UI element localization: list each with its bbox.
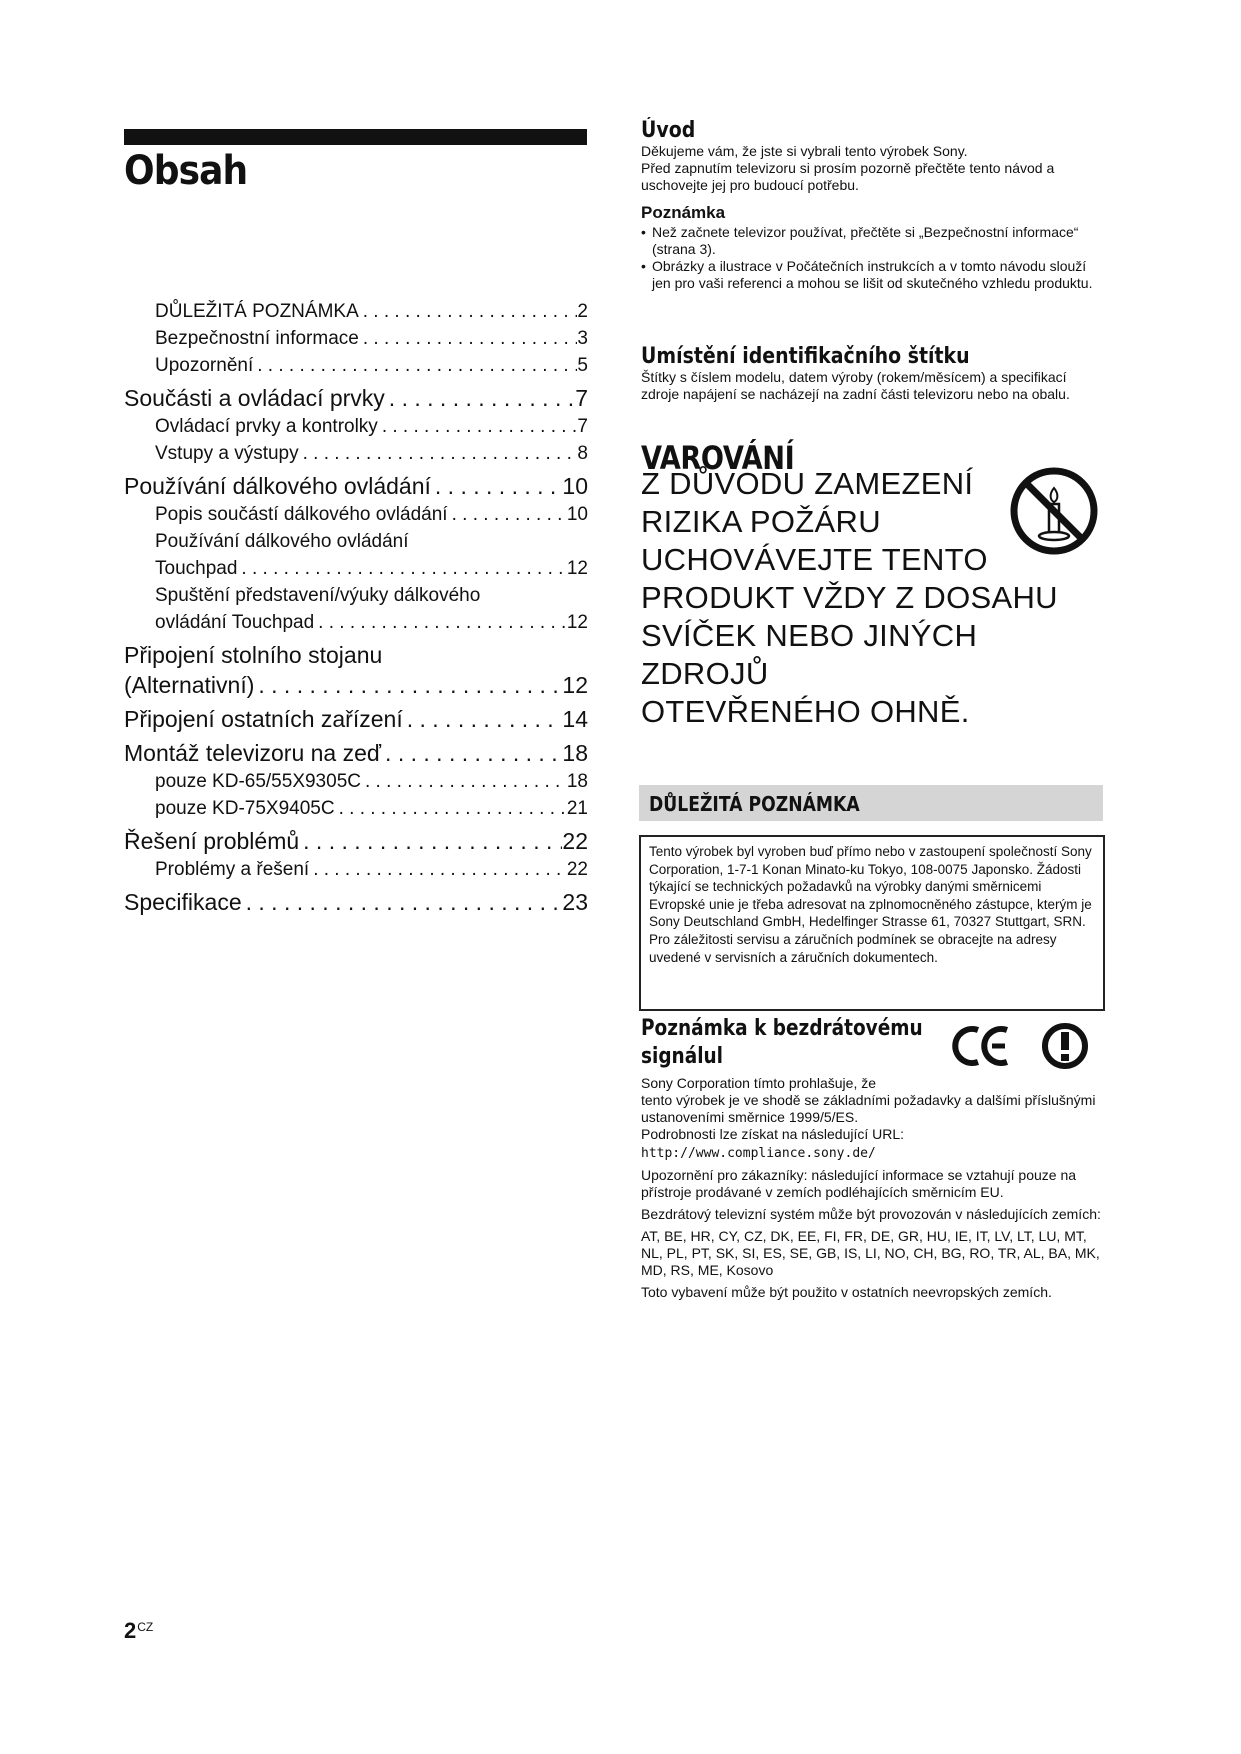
intro-text: Děkujeme vám, že jste si vybrali tento výrobek Sony.: [641, 143, 968, 159]
toc-entry-page: 10: [566, 504, 588, 525]
compliance-url[interactable]: http://www.compliance.sony.de/: [641, 1146, 876, 1161]
toc-entry[interactable]: [124, 826, 588, 856]
title-bar: [124, 129, 587, 145]
toc-entry[interactable]: [124, 704, 588, 734]
toc-entry-page: 22: [562, 828, 588, 854]
intro-heading: Úvod: [641, 118, 696, 143]
toc-entry-page: 2: [577, 301, 588, 322]
toc-entry-page: 7: [577, 416, 588, 437]
toc-entry[interactable]: [124, 795, 588, 822]
notice-box: [639, 835, 1105, 1011]
toc-entry-label: Touchpad: [155, 558, 238, 579]
wireless-heading: Poznámka k bezdrátovému signálul: [641, 1016, 923, 1069]
warning-line: SVÍČEK NEBO JINÝCH ZDROJŮ: [641, 618, 978, 691]
intro-section: [641, 118, 1106, 292]
intro-text: Před zapnutím televizoru si prosím pozorně přečtěte tento návod a uschovejte jej pro budoucí potřebu.: [641, 160, 1055, 193]
label-section: [641, 344, 1106, 403]
warning-line: PRODUKT VŽDY Z DOSAHU: [641, 580, 1058, 615]
wireless-text: Bezdrátový televizní systém může být provozován v následujících zemích:: [641, 1206, 1101, 1222]
toc-entry-page: 12: [566, 558, 588, 579]
toc-entry-label: Problémy a řešení: [155, 859, 310, 880]
page-number: $2^{CZ}$: [124, 1618, 154, 1643]
toc-entry-page: 8: [577, 443, 588, 464]
toc-entry[interactable]: [124, 352, 588, 379]
toc-entry-label: Bezpečnostní informace: [155, 328, 359, 349]
toc-entry-page: 14: [562, 706, 588, 732]
toc-entry-page: 5: [577, 355, 588, 376]
warning-line: OTEVŘENÉHO OHNĚ.: [641, 694, 970, 729]
label-text: Štítky s číslem modelu, datem výroby (rokem/měsícem) a specifikací zdroje napájení se nacházejí na zadní části televizoru nebo na obalu.: [641, 369, 1070, 402]
toc-entry-label: Ovládací prvky a kontrolky: [155, 416, 378, 437]
country-list: AT, BE, HR, CY, CZ, DK, EE, FI, FR, DE, GR, HU, IE, IT, LV, LT, LU, MT, NL, PL, PT, SK, SI, ES, SE, GB, IS, LI, NO, CH, BG, RO, TR, AL, BA, MK, MD, RS, ME, Kosovo: [641, 1228, 1100, 1278]
ce-mark-icon: [952, 1024, 1012, 1068]
label-heading: Umístění identifikačního štítku: [641, 344, 970, 369]
toc-entry-label: Specifikace: [124, 889, 242, 915]
toc-entry-page: 18: [566, 771, 588, 792]
toc-entry-label: Spuštění představení/výuky dálkového: [155, 585, 481, 606]
toc-entry-page: 18: [562, 740, 588, 766]
toc-entry[interactable]: [124, 471, 588, 501]
toc-entry-label: pouze KD-65/55X9305C: [155, 771, 361, 792]
toc-entry-label: (Alternativní): [124, 672, 255, 698]
wireless-text: Upozornění pro zákazníky: následující informace se vztahují pouze na přístroje prodávané v zemích podléhajících směrnicím EU.: [641, 1167, 1077, 1200]
warning-line: Z DŮVODU ZAMEZENÍ: [641, 466, 974, 501]
toc-entry-page: 12: [562, 672, 588, 698]
toc-entry-page: 12: [566, 612, 588, 633]
toc-entry[interactable]: [124, 325, 588, 352]
toc-entry[interactable]: [124, 298, 588, 325]
toc-entry-page: 7: [575, 385, 588, 411]
toc-entry-label: pouze KD-75X9405C: [155, 798, 335, 819]
toc-entry-page: 22: [566, 859, 588, 880]
notice-text: Tento výrobek byl vyroben buď přímo nebo v zastoupení společností Sony Corporation, 1-7-1 Konan Minato-ku Tokyo, 108-0075 Japonsko. Žádosti týkající se technických požadavků na výrobky danými směrnicemi Evropské unie je třeba adresovat na zplnomocněného zástupce, kterým je Sony Deutschland GmbH, Hedelfinger Strasse 61, 70327 Stuttgart, SRN. Pro záležitosti servisu a záručních podmínek se obracejte na adresy uvedené v servisních a záručních dokumentech.: [649, 844, 1092, 965]
toc-entry-label: ovládání Touchpad: [155, 612, 315, 633]
list-item: • Obrázky a ilustrace v Počátečních instrukcích a v tomto návodu slouží jen pro vaši referenci a mohou se lišit od skutečného vzhledu produktu.: [641, 258, 1106, 292]
toc-entry-label: Upozornění: [155, 355, 254, 376]
toc-entry[interactable]: [124, 582, 588, 636]
toc-entry-label: Řešení problémů: [124, 828, 300, 854]
toc-entry[interactable]: [124, 856, 588, 883]
toc-entry-label: Používání dálkového ovládání: [155, 531, 409, 552]
alert-mark-icon: [1041, 1022, 1089, 1070]
warning-line: RIZIKA POŽÁRU: [641, 504, 881, 539]
toc-entry-page: 23: [562, 889, 588, 915]
toc-entry-label: Montáž televizoru na zeď: [124, 740, 382, 766]
wireless-text: Podrobnosti lze získat na následující URL:: [641, 1126, 905, 1142]
toc-entry-label: Připojení stolního stojanu: [124, 642, 383, 668]
page-suffix: CZ: [137, 1620, 154, 1634]
toc-entry-page: 3: [577, 328, 588, 349]
warning-heading: VAROVÁNÍ: [641, 439, 795, 477]
list-item: • Než začnete televizor používat, přečtěte si „Bezpečnostní informace“ (strana 3).: [641, 224, 1106, 258]
toc-title: Obsah: [124, 148, 248, 194]
toc-entry[interactable]: [124, 528, 588, 582]
wireless-text: Sony Corporation tímto prohlašuje, že: [641, 1075, 877, 1091]
toc-entry-page: 10: [562, 473, 588, 499]
toc-entry-label: Popis součástí dálkového ovládání: [155, 504, 448, 525]
toc-entry-label: Vstupy a výstupy: [155, 443, 299, 464]
wireless-section: [641, 1015, 1106, 1301]
toc-entry-label: Součásti a ovládací prvky: [124, 385, 385, 411]
note-list: [641, 224, 1106, 292]
warning-line: UCHOVÁVEJTE TENTO: [641, 542, 988, 577]
toc-entry[interactable]: [124, 413, 588, 440]
toc-entry[interactable]: [124, 640, 588, 700]
toc-entry[interactable]: [124, 768, 588, 795]
toc-entry[interactable]: [124, 501, 588, 528]
toc-entry-page: 21: [566, 798, 588, 819]
no-candle-icon: [1009, 466, 1099, 556]
toc-entry[interactable]: [124, 440, 588, 467]
table-of-contents: [124, 298, 588, 917]
toc-entry[interactable]: [124, 383, 588, 413]
toc-entry[interactable]: [124, 887, 588, 917]
notice-heading-bar: [639, 785, 1103, 821]
toc-entry-label: Připojení ostatních zařízení: [124, 706, 403, 732]
note-heading: Poznámka: [641, 203, 726, 222]
toc-entry-label: Používání dálkového ovládání: [124, 473, 431, 499]
wireless-text: tento výrobek je ve shodě se základními požadavky a dalšími příslušnými ustanoveními směrnice 1999/5/ES.: [641, 1092, 1096, 1125]
toc-entry-label: DŮLEŽITÁ POZNÁMKA: [155, 301, 359, 322]
wireless-text: Toto vybavení může být použito v ostatních neevropských zemích.: [641, 1284, 1052, 1300]
notice-heading: DŮLEŽITÁ POZNÁMKA: [649, 792, 860, 816]
toc-entry[interactable]: [124, 738, 588, 768]
